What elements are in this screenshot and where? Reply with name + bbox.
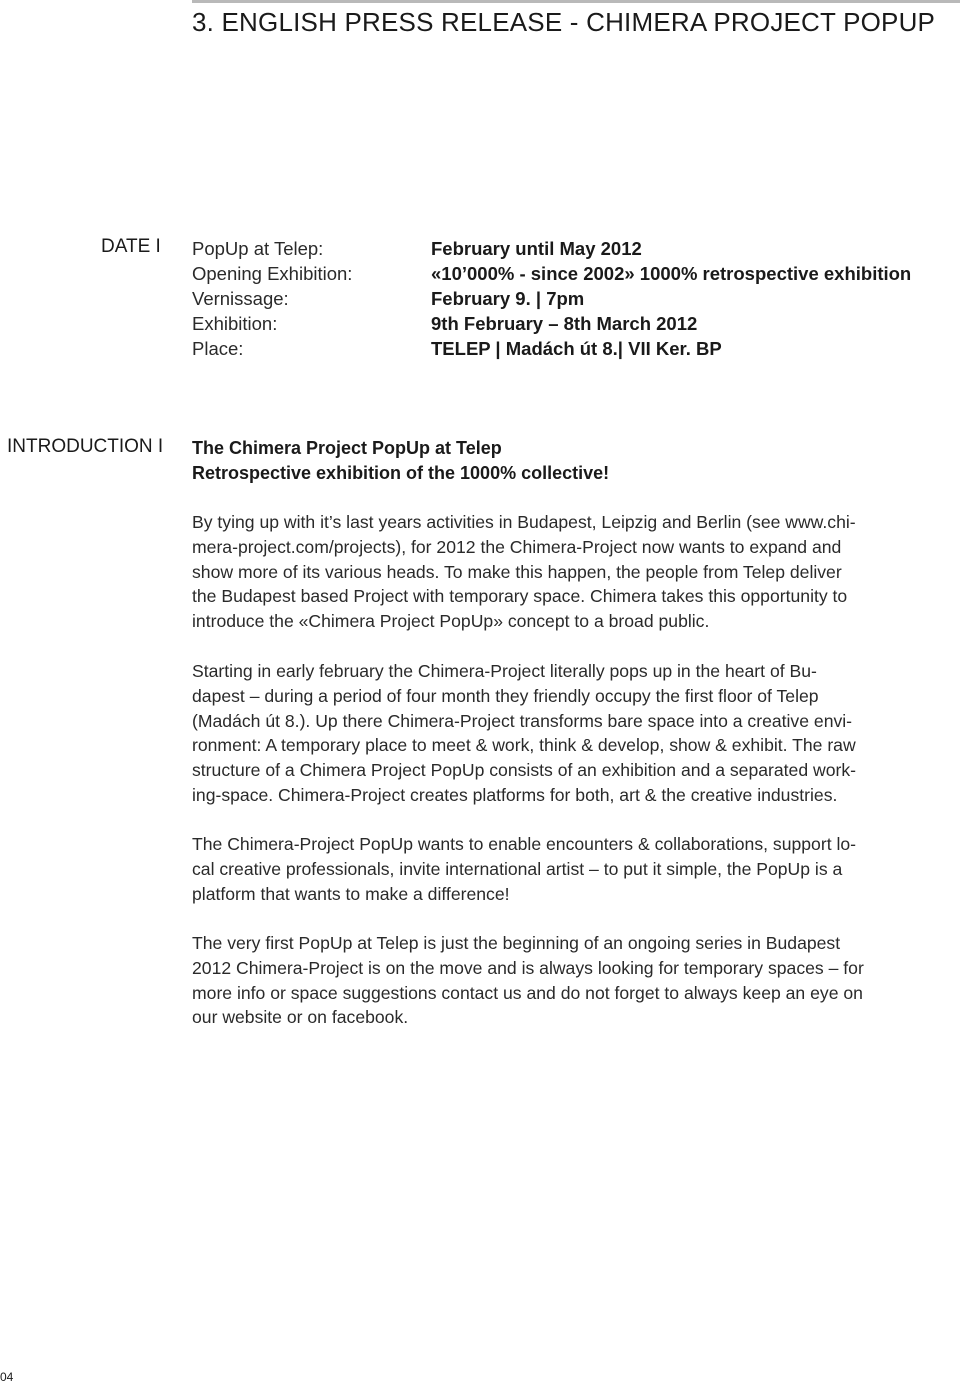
paragraph-line: dapest – during a period of four month they friendly occupy the first floor of Telep [192,685,819,706]
date-row-key: Place: [192,338,244,359]
paragraph-line: ing-space. Chimera-Project creates platforms for both, art & the creative industries. [192,784,838,805]
intro-paragraph-1 [192,510,960,634]
date-row-key: Opening Exhibition: [192,263,353,284]
intro-heading-line: Retrospective exhibition of the 1000% collective! [192,463,610,483]
page-number: 04 [0,1370,14,1384]
top-rule [192,0,960,3]
intro-paragraph-3 [192,832,960,906]
paragraph-line: The Chimera-Project PopUp wants to enable encounters & collaborations, support lo- [192,834,857,854]
date-row-value: «10’000% - since 2002» 1000% retrospective exhibition [431,263,912,284]
intro-section-label: INTRODUCTION I [7,436,164,457]
date-row-opening [192,261,911,286]
intro-heading-block [192,436,952,486]
paragraph-line: our website or on facebook. [192,1007,409,1028]
paragraph-line: platform that wants to make a difference! [192,883,510,904]
date-section-label: DATE I [101,236,161,257]
date-row-value: TELEP | Madách út 8.| VII Ker. BP [431,338,722,359]
paragraph-line: 2012 Chimera-Project is on the move and is always looking for temporary spaces – for [192,957,864,978]
paragraph-line: By tying up with it’s last years activities in Budapest, Leipzig and Berlin (see www.chi- [192,512,856,532]
date-row-popup [192,236,911,261]
paragraph-line: Starting in early february the Chimera-Project literally pops up in the heart of Bu- [192,661,817,681]
paragraph-line: The very first PopUp at Telep is just the beginning of an ongoing series in Budapest [192,933,841,953]
date-row-place [192,336,911,361]
intro-paragraph-2 [192,659,960,808]
date-row-vernissage [192,286,911,311]
paragraph-line: introduce the «Chimera Project PopUp» concept to a broad public. [192,611,710,632]
paragraph-line: more info or space suggestions contact us and do not forget to always keep an eye on [192,982,863,1003]
paragraph-line: cal creative professionals, invite international artist – to put it simple, the PopUp is a [192,858,843,879]
intro-heading-line: The Chimera Project PopUp at Telep [192,438,502,458]
paragraph-line: (Madách út 8.). Up there Chimera-Project transforms bare space into a creative envi- [192,710,853,731]
date-details-table [192,236,911,361]
paragraph-line: show more of its various heads. To make this happen, the people from Telep deliver [192,561,842,582]
paragraph-text [192,659,960,808]
intro-paragraph-4 [192,931,960,1030]
date-row-key: Vernissage: [192,288,289,309]
date-row-value: February 9. | 7pm [431,288,585,309]
date-row-key: PopUp at Telep: [192,238,324,259]
date-row-value: February until May 2012 [431,238,642,259]
paragraph-text [192,931,960,1030]
paragraph-line: the Budapest based Project with temporary space. Chimera takes this opportunity to [192,586,848,607]
date-row-exhibition [192,311,911,336]
paragraph-text [192,510,960,634]
paragraph-text [192,832,960,906]
page-title: 3. ENGLISH PRESS RELEASE - CHIMERA PROJECT POPUP [192,7,936,37]
paragraph-line: structure of a Chimera Project PopUp consists of an exhibition and a separated work- [192,760,857,781]
date-row-key: Exhibition: [192,313,278,334]
paragraph-line: mera-project.com/projects), for 2012 the Chimera-Project now wants to expand and [192,536,842,557]
paragraph-line: ronment: A temporary place to meet & work, think & develop, show & exhibit. The raw [192,735,856,756]
date-row-value: 9th February – 8th March 2012 [431,313,698,334]
